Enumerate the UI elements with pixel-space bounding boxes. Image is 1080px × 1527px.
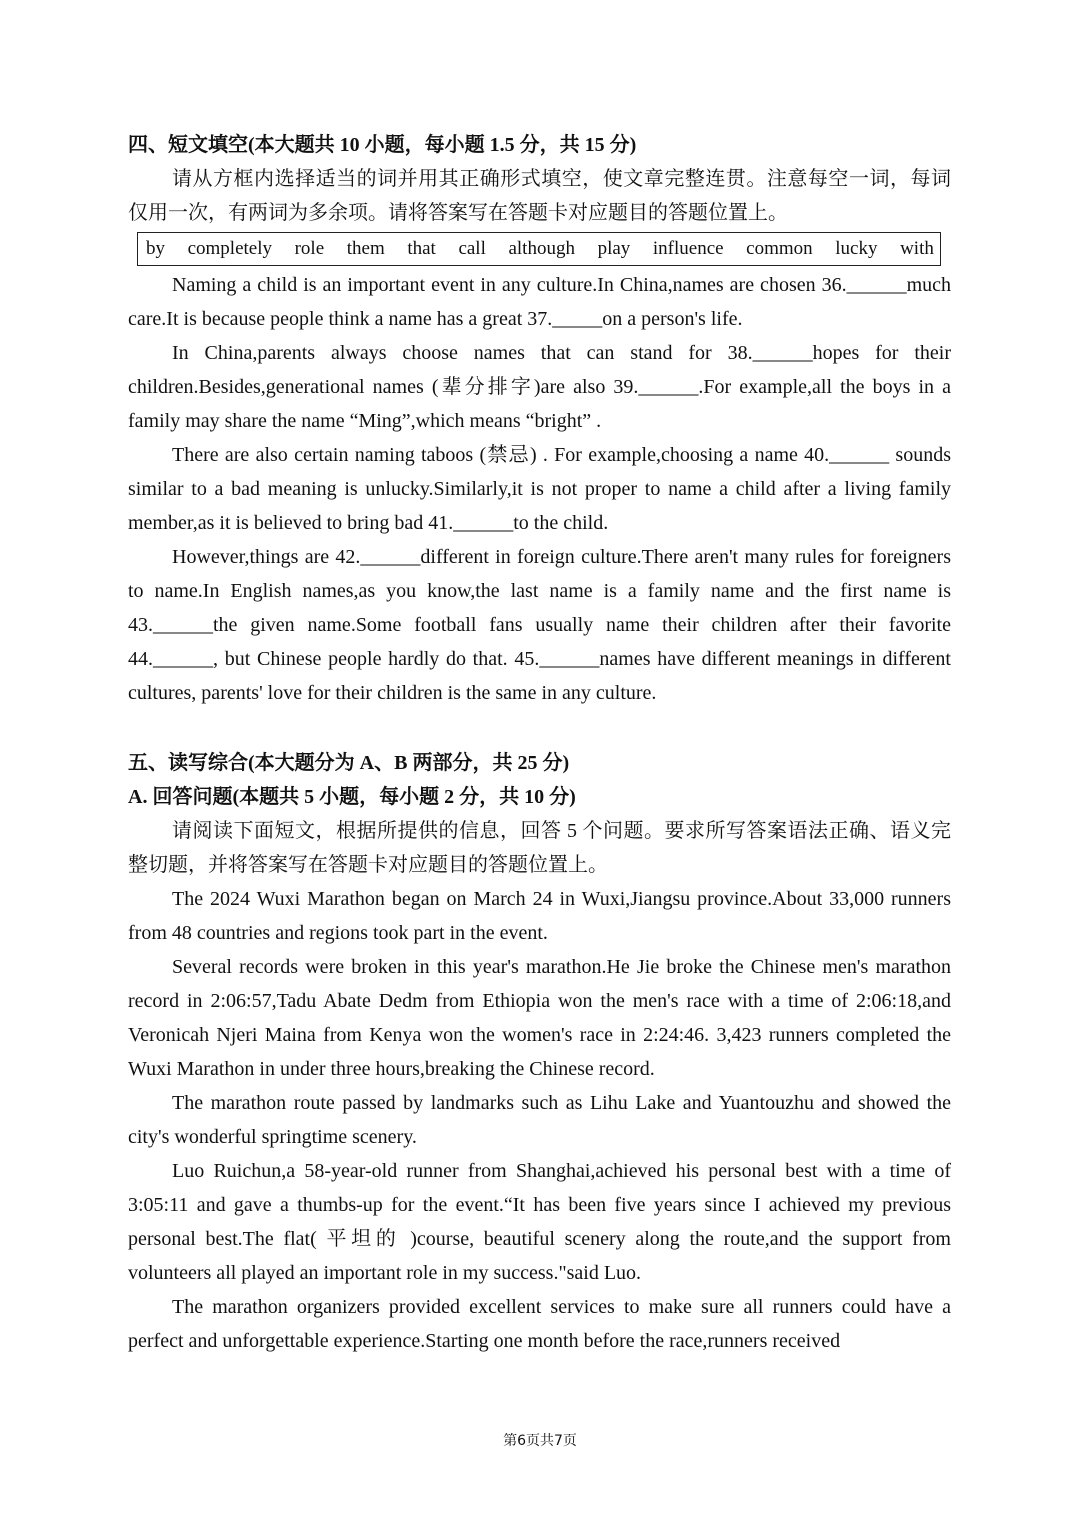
cloze-paragraph: In China,parents always choose names that can stand for 38.______hopes for their children.Besides,generational names (辈分排字)are also 39.______.For example,all the boys in a family may share the name “Ming”,which means “bright” . [128, 342, 951, 432]
word-option: although [508, 238, 575, 259]
word-option: completely [187, 238, 273, 259]
word-option: influence [652, 238, 724, 259]
word-option: play [597, 238, 631, 259]
section4-title: 四、短文填空(本大题共 10 小题，每小题 1.5 分，共 15 分) [128, 134, 637, 156]
word-option: common [746, 238, 813, 259]
word-box [137, 232, 941, 266]
exam-page [128, 128, 951, 1358]
reading-paragraph: Several records were broken in this year's marathon.He Jie broke the Chinese men's marathon record in 2:06:57,Tadu Abate Dedm from Ethiopia won the men's race with a time of 2:06:18,and Veronicah Njeri Maina from Kenya won the women's race in 2:24:46. 3,423 runners completed the Wuxi Marathon in under three hours,breaking the Chinese record. [128, 956, 951, 1080]
word-option: them [346, 238, 385, 259]
word-option: role [294, 238, 325, 259]
word-option: by [146, 238, 165, 259]
section5-title: 五、读写综合(本大题分为 A、B 两部分，共 25 分) [128, 752, 570, 774]
section-spacer [128, 710, 951, 746]
page-number: 第6页共7页 [503, 1433, 577, 1449]
reading-paragraph: The marathon organizers provided excellent services to make sure all runners could have a perfect and unforgettable experience.Starting one month before the race,runners received [128, 1296, 951, 1352]
section5-instruction: 请阅读下面短文，根据所提供的信息，回答 5 个问题。要求所写答案语法正确、语义完整切题，并将答案写在答题卡对应题目的答题位置上。 [128, 820, 951, 876]
word-option: lucky [835, 238, 878, 259]
cloze-paragraph: There are also certain naming taboos (禁忌) . For example,choosing a name 40.______ sounds similar to a bad meaning is unlucky.Similarly,it is not proper to name a child after a living family member,as it is believed to bring bad 41.______to the child. [128, 444, 951, 534]
word-option: that [407, 238, 436, 259]
cloze-paragraph: However,things are 42.______different in foreign culture.There aren't many rules for foreigners to name.In English names,as you know,the last name is a family name and the first name is 43.______the given name.Some football fans usually name their children after their favorite 44.______, but Chinese people hardly do that. 45.______names have different meanings in different cultures, parents' love for their children is the same in any culture. [128, 546, 951, 704]
partA-title: A. 回答问题(本题共 5 小题，每小题 2 分，共 10 分) [128, 786, 576, 808]
reading-paragraph: Luo Ruichun,a 58-year-old runner from Shanghai,achieved his personal best with a time of 3:05:11 and gave a thumbs-up for the event.“It has been five years since I achieved my previous personal best.The flat( 平坦的 )course, beautiful scenery along the route,and the support from volunteers all played an important role in my success."said Luo. [128, 1160, 951, 1284]
section4-instruction: 请从方框内选择适当的词并用其正确形式填空，使文章完整连贯。注意每空一词，每词仅用一次，有两词为多余项。请将答案写在答题卡对应题目的答题位置上。 [128, 168, 951, 224]
word-option: with [900, 238, 934, 259]
reading-paragraph: The 2024 Wuxi Marathon began on March 24 in Wuxi,Jiangsu province.About 33,000 runners from 48 countries and regions took part in the event. [128, 888, 951, 944]
reading-paragraph: The marathon route passed by landmarks such as Lihu Lake and Yuantouzhu and showed the city's wonderful springtime scenery. [128, 1092, 951, 1148]
word-option: call [458, 238, 486, 259]
cloze-paragraph: Naming a child is an important event in any culture.In China,names are chosen 36.______much care.It is because people think a name has a great 37._____on a person's life. [128, 274, 951, 330]
